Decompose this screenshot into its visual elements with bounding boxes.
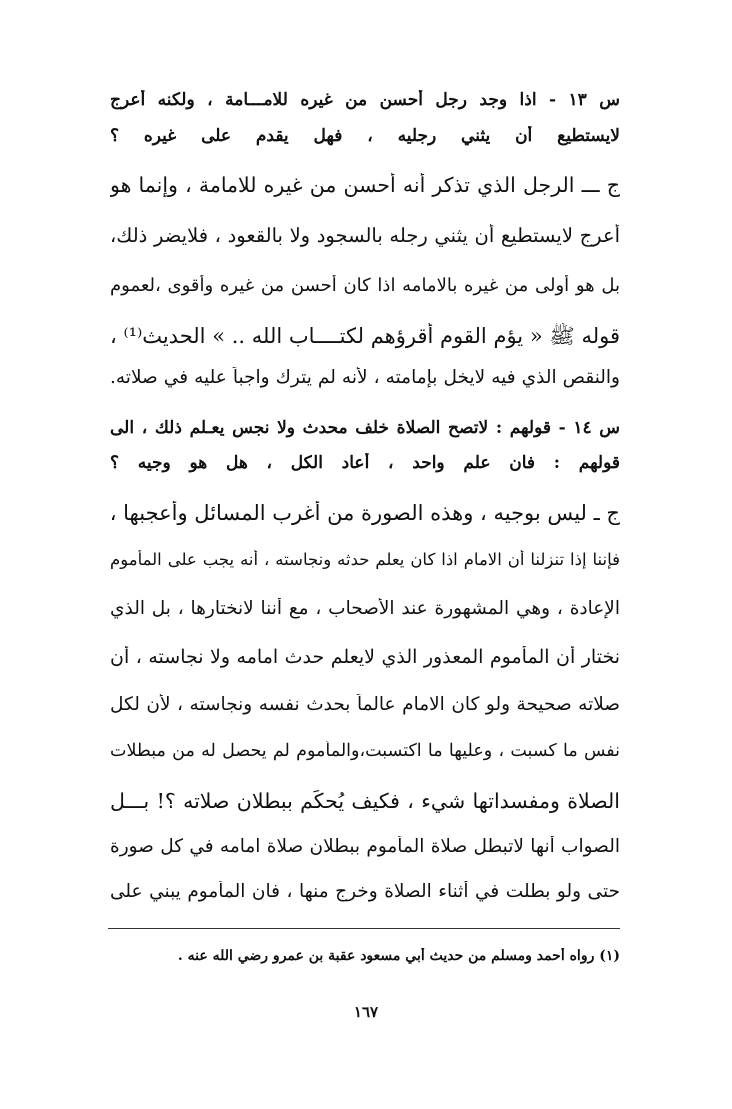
answer-14-line-4: نختار أن المأموم المعذور الذي لايعلم حدث امامه ولا نجاسته ، أن xyxy=(110,646,620,668)
answer-13-line-2: أعرج لايستطيع أن يثني رجله بالسجود ولا بالقعود ، فلايضر ذلك، xyxy=(110,224,620,247)
question-14-line-2: قولهم : فان علم واحد ، أعاد الكل ، هل هو وجيه ؟ xyxy=(110,453,620,473)
answer-14-line-5: صلاته صحيحة ولو كان الامام عالماً بحدث نفسه ونجاسته ، لأن لكل xyxy=(110,694,620,715)
footnote-text: (١) رواه أحمد ومسلم من حديث أبي مسعود عقبة بن عمرو رضي الله عنه . xyxy=(177,948,620,964)
question-13-line-1: س ١٣ - اذا وجد رجل أحسن من غيره للامـــامة ، ولكنه أعرج xyxy=(110,90,620,110)
question-14-line-1: س ١٤ - قولهم : لاتصح الصلاة خلف محدث ولا نجس يعـلم ذلك ، الى xyxy=(110,418,620,438)
answer-14-line-1: ج ـ ليس بوجيه ، وهذه الصورة من أغرب المسائل وأعجبها ، xyxy=(110,501,620,525)
answer-13-line-3: بل هو أولى من غيره بالامامه اذا كان أحسن من غيره وأقوى ،لعموم xyxy=(110,275,620,296)
answer-14-line-2: فإننا إذا تنزلنا أن الامام اذا كان يعلم حدثه ونجاسته ، أنه يجب على المأموم xyxy=(110,550,620,569)
answer-14-line-8: الصواب أنها لاتبطل صلاة المأموم ببطلان صلاة امامه في كل صورة xyxy=(110,836,620,857)
page-number: ١٦٧ xyxy=(353,1003,379,1021)
answer-13-line-1: ج ـــ الرجل الذي تذكر أنه أحسن من غيره للامامة ، وإنما هو xyxy=(110,173,620,197)
answer-14-line-3: الإعادة ، وهي المشهورة عند الأصحاب ، مع أننا لانختارها ، بل الذي xyxy=(110,598,620,619)
footnote-divider xyxy=(108,928,620,929)
answer-14-line-6: نفس ما كسبت ، وعليها ما اكتسبت،والمأموم لم يحصل له من مبطلات xyxy=(110,741,620,761)
answer-13-line-4: قوله ﷺ « يؤم القوم أقرؤهم لكتــــاب الله .. » الحديث⁽¹⁾ ، xyxy=(110,324,620,348)
question-13-line-2: لايستطيع أن يثني رجليه ، فهل يقدم على غيره ؟ xyxy=(110,126,620,146)
answer-13-line-5: والنقص الذي فيه لايخل بإمامته ، لأنه لم يترك واجباً عليه في صلاته. xyxy=(110,367,620,388)
answer-14-line-7: الصلاة ومفسداتها شيء ، فكيف يُحكَم ببطلان صلاته ؟! بـــل xyxy=(110,789,620,813)
answer-14-line-9: حتى ولو بطلت في أثناء الصلاة وخرج منها ، فان المأموم يبني على xyxy=(110,881,620,902)
